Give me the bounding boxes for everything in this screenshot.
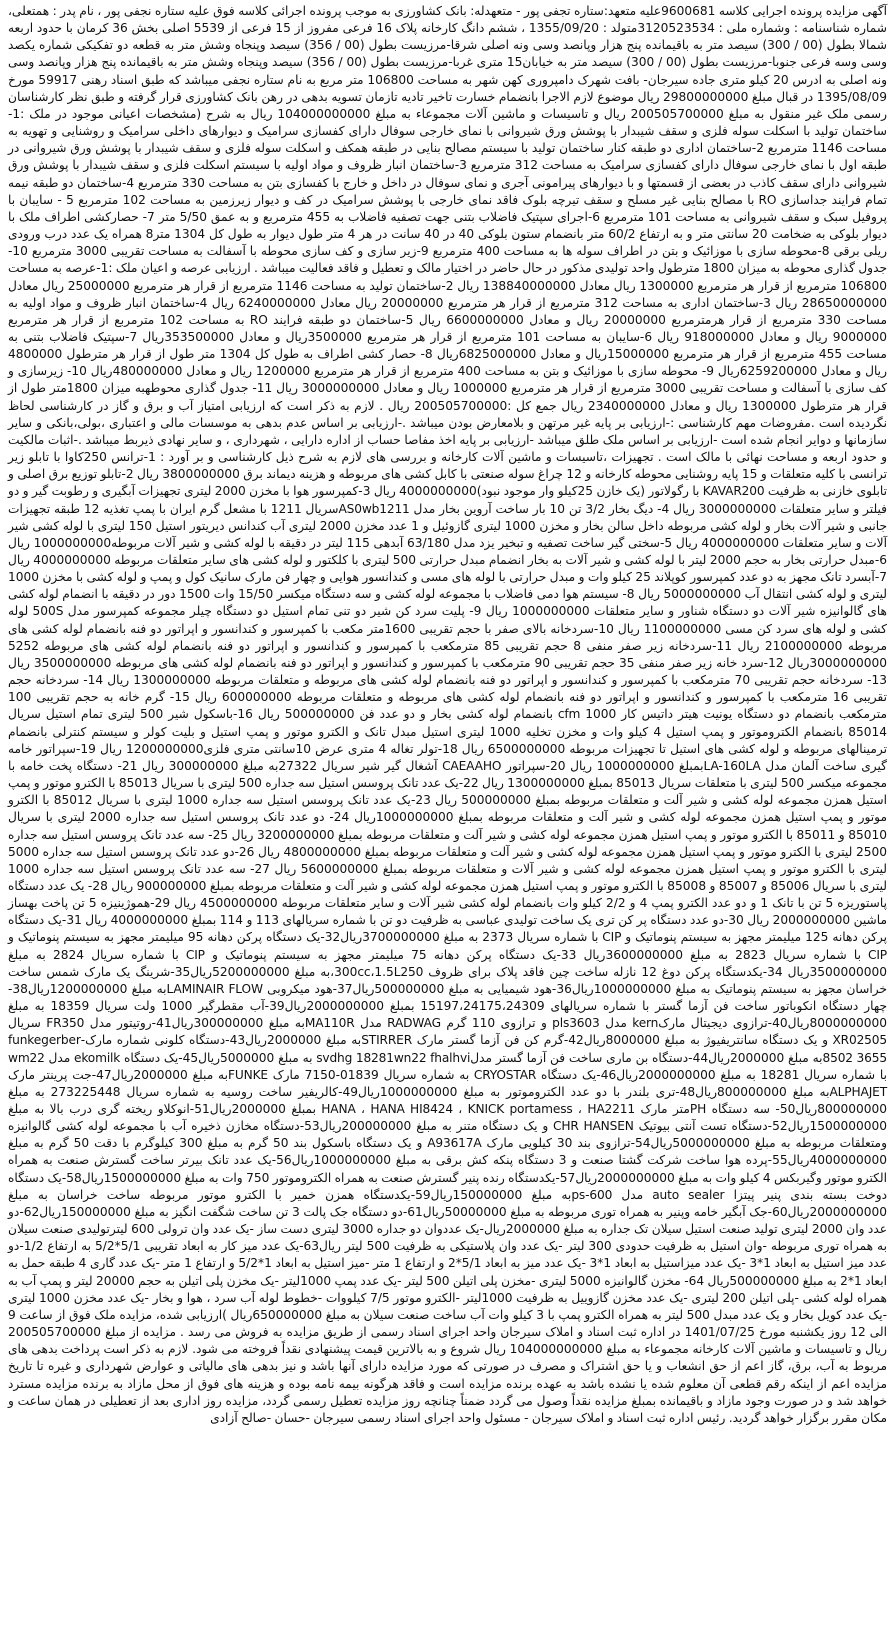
auction-notice-text: آگهی مزایده پرونده اجرایی کلاسه 9600681علیه متعهد:ستاره تجفی پور - متعهدله: بانک کشاورزی به موجب پرونده اجرائی کلاسه فوق علیه ستاره نجفی پور ، نام پدر : همتعلی، شماره شناسنامه : وشماره ملی : 3120523534متولد : 1355/09/20 ، ششم دانگ کارخانه پلاک 16 فرعی مفروز از 15 فرعی از 5539 اصلی بخش 36 کرمان با حدود اربعه شمالا بطول (00 / 300) سیصد متر به باقیمانده پنج هزار وپانصد وسی ونه اصلی شرقا-مرزیست بطول (00 / 356) سیصد وپنجاه وشش متر به قطعه دو تفکیکی شماره یکصد وسی وسه فرعی جنوبا-مرزیست بطول (00 / 300) سیصد متر به خیابان15 متری غربا-مرزیست بطول (00 / 356) سیصد وپنجاه وشش متر به باقیمانده پنج هزار وپانصد وسی ونه اصلی به ادرس 20 کیلو متری جاده سیرجان- بافت شهرک دامپروری کهن شهر به مساحت 106800 متر مربع به نام ستاره نجفی میباشد که طبق اسناد رهنی 59917 مورخ 1395/08/09 در قبال مبلغ 29800000000 ریال موضوع لازم الاجرا بانضمام خسارت تاخیر تادیه تازمان تسویه بدهی در رهن بانک کشاورزی قرار گرفته و طبق نظر کارشناسان رسمی ملک غیر منقول به مبلغ 200505700000 ریال و تاسیسات و ماشین آلات مجموعاء به مبلغ 104000000000 ریال به شرح (مشخصات اعیانی موجود در ملک :1-ساختمان تولید با اسکلت سوله فلزی و سقف شیبدار با پوشش ورق شیروانی با نمای خارجی سوفال دارای کفسازی سرامیک و دیوارهای داخلی سرامیک و روشنایی و تهویه به مساحت 1146 مترمربع 2-ساختمان اداری دو طبقه کنار ساختمان تولید با سیستم مصالح بنایی در طبقه همکف و اسکلت سوله فلزی و سقف شیبدار با پوشش ورق شیروانی در طبقه اول با نمای خارجی سوفال دارای کفسازی سرامیک به مساحت 312 مترمربع 3-ساختمان انبار ظروف و مواد اولیه با سیستم اسکلت فلزی و سقف شیبدار با پوشش ورق شیروانی دارای سقف کاذب در بعضی از قسمتها و با دیوارهای پیرامونی آجری و نمای سوفال در داخل و خارج با کفسازی بتن به مساحت 330 مترمربع 4-ساختمان دو طبقه نیمه تمام فرایند جداسازی RO با مصالح بنایی غیر مسلح و سقف تیرچه بلوک فاقد نمای خارجی با پوشش سرامیک در کف و دیوار زیرزمین به مساحت 102 مترمربع 5 - سایبان با پروفیل سبک و سقف شیروانی به مساحت 101 مترمربع 6-اجرای سپتیک فاضلاب بتنی جهت تصفیه فاضلاب به 455 مترمربع و به عمق 5/50 متر 7- حصارکشی اطراف ملک با دیوار بلوکی به ضخامت 20 سانتی متر و به ارتفاع 60/2 متر بانضمام ستون بلوکی 40 در 40 سانت در هر 4 متر طول دیوار به طول کل 1304 متر8 همراه یک عدد درب ورودی ریلی برقی 8-محوطه سازی با موزائیک و بتن در اطراف سوله ها به مساحت 400 مترمربع 9-زیر سازی و کف سازی محوطه با آسفالت به مساحت تقریبی 3000 مترمربع 10-جدول گذاری محوطه به میزان 1800 مترطول واحد تولیدی مذکور در حال حاضر در اختیار مالک و تعطیل و فاقد فعالیت میباشد . ارزیابی عرصه و اعیان ملک :1-عرصه به مساحت 106800 مترمربع از قرار هر مترمربع 1300000 ریال معادل 138840000000 ریال 2-ساختمان تولید به مساحت 1146 مترمربع از قرار هر مترمربع 25000000 ریال معادل 28650000000 ریال 3-ساختمان اداری به مساحت 312 مترمربع از قرار هر مترمربع 20000000 ریال معادل 6240000000 ریال 4-ساختمان انبار ظروف و مواد اولیه به مساحت 330 مترمربع از قرار هرمترمربع 20000000 ریال و معادل 6600000000 ریال 5-ساختمان دو طبقه فرایند RO به مساحت 102 مترمربع از قرار هر مترمربع 9000000 ریال و معادل 918000000 ریال 6-سایبان به مساحت 101 مترمربع از قرار هر مترمربع 3500000ریال و معادل 353500000ریال 7-سپتیک فاضلاب بتنی به مساحت 455 مترمربع از قرار هر مترمربع 15000000ریال و معادل 6825000000ریال 8- حصار کشی اطراف به طول کل 1304 متر طول از قرار هر مترطول 4800000 ریال و معادل 6259200000ریال 9- محوطه سازی با موزائیک و بتن به مساحت 400 مترمربع از قرار هر مترمربع 1200000 ریال و معادل 480000000ریال 10- زیرسازی و کف سازی با آسفالت و مساحت تقریبی 3000 مترمربع از قرار هر مترمربع 1000000 ریال و معادل 3000000000 ریال 11- جدول گذاری محوطهبه میزان 1800متر طول از قرار هر مترطول 1300000 ریال و معادل 2340000000 ریال جمع کل :200505700000 ریال . لازم به ذکر است که ارزیابی امتیاز آب و برق و گاز در کارشناسی لحاظ نگردیده است .مفروضات مهم کارشناسی :-ارزیابی بر پایه غیر مرتهن و بلامعارض بودن میباشد .-ارزیابی بر اساس عدم بدهی به موسسات مالی و اعتباری ،بولی،بانکی و سایر سازمانها و دوایر انجام شده است -ارزیابی بر اساس ملک طلق میباشد -ارزیابی بر پایه اخذ مفاصا حساب از اداره دارایی ، شهرداری ، و سایر نهادی ذیربط میباشد .-اثبات مالکیت و حدود اربعه و مساحت نهائی با مالک است . تجهیزات ،تاسیسات و ماشین آلات کارخانه و بررسی های لازم به شرح ذیل کارشناسی و بر آورد : 1-ترانس 250کاوا با تابلو زیر ترانسی با کلیه متعلقات و 15 پایه روشنایی محوطه کارخانه و 12 چراغ سوله صنعتی با کابل کشی های مربوطه و هزینه دیماند برق 3800000000 ریال 2-تابلو توزیع برق اصلی و تابلوی خازنی به ظرفیت KAVAR200 با رگولاتور (یک خازن 25کیلو وار موجود نبود)4000000000 ریال 3-کمپرسور هوا با مخزن 2000 لیتری تجهیزات آبگیری و رطوبت گیر و دو فیلتر و سایر متعلقات 3000000000 ریال 4- دیگ بخار 3/2 تن 10 بار ساخت آروین بخار مدل AS0wb1211سریال 1211 با مشعل گرم ایران با پمپ تغذیه 12 طبقه تجهیزات جانبی و شیر آلات بخار و لوله کشی مربوطه داخل سالن بخار و مخزن 1000 لیتری گازوئیل و 1 عدد مخزن 2000 لیتری آب کندانس دیریتور استیل 150 لیتری با لوله کشی شیر آلات و سایر متعلقات 4000000000 ریال 5-سختی گیر ساخت تصفیه و تبخیر یزد مدل 63/180 آبدهی 115 لیتر در دقیقه با لوله کشی و شیر آلات مربوطه1000000000 ریال 6-مبدل حرارتی بخار به حجم 2000 لیتر با لوله کشی و شیر آلات به بخار انضمام مبدل حرارتی 500 لیتری با کلکتور و لوله کشی های سایر متعلقات مربوطه 4000000000 ریال 7-آبسرد تانک مجهز به دو عدد کمپرسور کوپلاند 25 کیلو وات و مبدل حرارتی با لوله های مسی و کندانسور هوایی و چهار فن مارک سانیک کول و پمپ و لوله کشی با مخزن 1000 لیتری و لوله کشی انتقال آب 5000000000 ریال 8- سیستم هوا دمی فاضلاب با مجموعه لوله کشی و سه دستگاه میکسر 15/50 وات 1500 دور در دقیقه با انضمام لوله کشی های گالوانیزه شیر آلات دو دستگاه شناور و سایر متعلقات 1000000000 ریال 9- پلیت سرد کن شیر دو تنی تمام استیل دو دستگاه چیلر مجموعه کمپرسور مدل 500S لوله کشی و لوله های سرد کن مسی 1100000000 ریال 10-سردخانه بالای صفر با حجم تقریبی 1600متر مکعب با کمپرسور و کندانسور و اپراتور دو فنه بانضمام لوله کشی های مربوطه 2100000000 ریال 11-سردخانه زیر صفر منفی 8 حجم تقریبی 85 مترمکعب با کمپرسور و کندانسور و اپراتور دو فنه بانضمام لوله کشی های مربوطه 5252 3000000000ریال 12-سرد خانه زیر صفر منفی 35 حجم تقریبی 90 مترمکعب با کمپرسور و کندانسور و اپراتور دو فنه بانضمام لوله کشی های مربوطه 3500000000 ریال 13- سردخانه حجم تقریبی 70 مترمکعب با کمپرسور و کندانسور و اپراتور دو فنه بانضمام لوله کشی های مربوطه و متعلقات مربوطه 1300000000 ریال 14- سردخانه حجم تقریبی 16 مترمکعب با کمپرسور و کندانسور و اپراتور دو فنه بانضمام لوله کشی های مربوطه و متعلقات مربوطه 600000000 ریال 15- گرم خانه به حجم تقریبی 100 مترمکعب بانضمام دو دستگاه یونیت هیتر داتیس کار 1000 cfm بانضمام لوله کشی بخار و دو عدد فن 500000000 ریال 16-باسکول شیر 500 لیتری تمام استیل سریال 85014 بانضمام الکتروموتور و پمپ استیل 4 کیلو وات و مخزن تخلیه 1000 لیتری استیل مبدل تانک و الکترو موتور و پمپ استیل و بلیت کولر و سیستم کنترلی بانضمام ترمینالهای مربوطه و لوله کشی های استیل تا تجهیزات مربوطه 6500000000 ریال 18-تولر تغاله 4 متری عرض 10سانتی متری فلزی1200000000 ریال 19-سپراتور خامه گیری ساخت آلمان مدل LA-160LAبمبلغ 1000000000 ریال 20-سپراتور CAEAAHO آشغال گیر شیر سریال 27322به مبلغ 300000000 ریال 21- دستگاه پخت خامه با مجموعه میکسر 500 لیتری با متعلقات سریال 85013 بمبلغ 1300000000 ریال 22-یک عدد تانک پروسس استیل سه جداره 500 لیتری با سریال 85013 با الکترو موتور و پمپ استیل همزن مجموعه لوله کشی و شیر آلت و متعلقات مربوطه بمبلغ 500000000 ریال 23-یک عدد تانک پروسس استیل سه جداره 1000 لیتری با سریال 85012 با الکترو موتور و پمپ استیل همزن مجموعه لوله کشی و شیر آلت و متعلقات مربوطه بمبلغ 1000000000ریال 24- دو عدد تانک پروسس استیل سه جداره 2000 لیتری با سریال 85010 و 85011 با الکترو موتور و پمپ استیل همزن مجموعه لوله کشی و شیر آلت و متعلقات مربوطه بمبلغ 3200000000 ریال 25- سه عدد تانک پروسس استیل سه جداره 2500 لیتری با الکترو موتور و پمپ استیل همزن مجموعه لوله کشی و شیر آلت و متعلقات مربوطه بمبلغ 4800000000 ریال 26-دو عدد تانک پروسس استیل سه جداره 5000 لیتری با الکترو موتور و پمپ استیل همزن مجموعه لوله کشی و شیر آلات و متعلقات مربوطه بمبلغ 5600000000 ریال 27- سه عدد تانک پروسس استیل سه جداره 1000 لیتری با سریال 85006 و 85007 و 85008 با الکترو موتور و پمپ استیل همزن مجموعه لوله کشی و شیر آلت و متعلقات مربوطه بمبلغ 900000000 ریال 28- یک عدد دستگاه پاستوریزه 5 تن با تانک 1 و دو عدد الکترو پمپ 4 و 2/2 کیلو وات بانضمام لوله کشی شیر آلات و سایر متعلقات مربوطه 4500000000 ریال 29-هموژینیزه 5 تن پاخت بهساز ماشین 2000000000 ریال 30-دو عدد دستگاه پر کن تری یک ساخت تولیدی عباسی به ظرفیت دو تن با شماره سریالهای 113 و 114 بمبلغ 4000000000 ریال 31-یک دستگاه پرکن دهانه 125 میلیمتر مجهز به سیستم پنوماتیک و CIP با شماره سریال 2373 به مبلغ 3700000000ریال32-یک دستگاه پرکن دهانه 95 میلیمتر مجهز به سیستم پنوماتیک و CIP با شماره سریال 2823 به مبلغ 3600000000ریال 33-یک دستگاه پرکن دهانه 75 میلیمتر مجهز به سیستم پنوماتیک و CIP با شماره سریال 2824 به مبلغ 3500000000ریال 34-یکدستگاه پرکن دوغ 12 نازله ساخت چین فاقد پلاک برای ظروف 300cc،1.5L250،به مبلغ 5200000000ریال35-شرینگ یک مارک شمس ساخت خراسان مجهز به سیستم پنوماتیک به مبلغ 1000000000ریال36-هود شیمیایی به مبلغ 500000000ریال37-هود میکروبی LAMINAIR FLOWبه مبلغ 1200000000ریال38-چهار دستگاه انکوباتور ساخت فن آزما گستر با شماره سریالهای 15197،24175،24309 بمبلغ 2000000000ریال39-آب مقطرگیر 1000 ولت سریال 18359 به مبلغ 8000000000ریال40-ترازوی دیجیتال مارکkern مدل pls3603 و ترازوی 110 گرم RADWAG مدل MA110Rبه مبلغ 300000000ریال41-روتیتور مدل FR350 سریال XR02505 و یک دستگاه سانتریفیوژ به مبلغ 8000000ریال42-گرم کن فن آزما گستر مارک STIRRERبه مبلغ 2000000ریال43-دستگاه کلونی شماره مارک-funkegerber 8502 3655به مبلغ 2000000ریال44-دستگاه بن ماری ساخت فن آزما گستر مدلsvdhg 18281wn22 fhalhvi به مبلغ 5000000ریال45-یک دستگاه ekomilk مدل wm22 با شماره سریال 18281 به مبلغ 2000000000ریال46-یک دستگاه CRYOSTAR به شماره سریال 01839-7150 مارک FUNKEبه مبلغ 2000000ریال47-جت پرینتر مارک ALPHAJETبه مبلغ 800000000ریال48-تری بلندر با دو عدد الکتروموتور به مبلغ 1000000000ریال49-کالریفیر ساخت روسیه به شماره سریال 273225448 به مبلغ 800000000ریال50- سه دستگاه PHمتر مارک HANA ، HANA HI8424 ، KNICK portamess ، HA2211 بمبلغ 2000000ریال51-انوکلاو ریخته گری درب بالا به مبلغ 1500000000ریال52-دستگاه تست آنتی بیوتیک CHR HANSEN و یک دستگاه متنر به مبلغ 200000000ریال53-دستگاه مخازن ذخیره آب با مجموعه لوله کشی گالوانیزه ومتعلقات مربوطه به مبلغ 5000000000ریال54-ترازوی بند 30 کیلویی مارک A93617A و یک دستگاه باسکول بند 50 گرم به مبلغ 300 کیلوگرم با دقت 50 گرم به مبلغ 4000000000ریال55-پرده هوا ساخت شرکت گشتا صنعت و 3 دستگاه پنکه کش برقی به مبلغ 1000000000ریال56-یک عدد تانک بیرتر ساخت گسترش صنعت به همراه الکترو موتور وگیربکس 4 کیلو وات به مبلغ 2000000000ریال57-یکدستگاه رنده پنیر گسترش صنعت به همراه الکتروموتور 750 وات به مبلغ 1500000000ریال58-یک دستگاه دوخت بسته بندی پنیر پیتزا auto sealer مدل ps-600به مبلغ 150000000ریال59-یکدستگاه همزن خمیر با الکترو موتور مربوطه ساخت خراسان به مبلغ 2000000000ریال60-جک آبگیر خامه وپنیر به همراه توری مربوطه به مبلغ 50000000ریال61-دو دستگاه جک پالت 3 تن ساخت شگفت انگیز به مبلغ 150000000ریال62-دو عدد وان 2000 لیتری تولید صنعت استیل سیلان تک جداره به مبلغ 2000000ریال-یک عددوان دو جداره 3000 لیتری دست ساز -یک عدد وان ترولی 600 لیترتولیدی صنعت سیلان به همراه توری مربوطه -وان استیل به ظرفیت حدودی 300 لیتر -یک عدد وان پلاستیکی به ظرفیت 500 لیتر ریال63-یک عدد میز کار به ابعاد تقریبی 5/1*5/2 به ارتفاع 1/2-دو عدد میز استیل به ابعاد 1*3 -یک عدد میزاستیل به ابعاد 1*3 -یک عدد میز به ابعاد 5/1*2 و ارتفاع 1 متر -میز استیل به ابعاد 1*5/2 و ارتفاع 1 متر -یک عدد گاری 4 طبقه حمل به ابعاد 1*2 به مبلغ 500000000ریال 64- مخزن گالوانیزه 5000 لیتری -مخزن پلی اتیلن 500 لیتر -یک عدد پمپ 1000لیتر -یک مخزن پلی اتیلن به حجم 20000 لیتر و پمپ آب به همراه لوله کشی -پلی اتیلن 200 لیتری -یک عدد مخزن گازوییل به ظرفیت 1000لیتر -الکترو موتور 7/5 کیلووات -خطوط لوله آب سرد ، هوا و بخار -یک عدد مخزن 1000 لیتری -یک عدد کویل بخار و یک عدد مبدل 500 لیتر به همراه الکترو پمپ با 3 کیلو وات آب ساخت صنعت سیلان به مبلغ 650000000ریال )ارزیابی شده، مزایده ملک فوق از ساعت 9 الی 12 روز یکشنبه مورخ 1401/07/25 در اداره ثبت اسناد و املاک سیرجان واحد اجرای اسناد رسمی از طریق مزایده به فروش می رسد . مزایده از مبلغ 200505700000 ریال و تاسیسات و ماشین آلات کارخانه مجموعاء به مبلغ 104000000000 ریال شروع و به بالاترین قیمت پیشنهادی نقداً فروخته می شود. لازم به ذکر است پرداخت بدهی های مربوط به آب، برق، گاز اعم از حق انشعاب و یا حق اشتراک و مصرف در صورتی که مورد مزایده دارای آنها باشد و نیز بدهی های مالیاتی و عوارض شهرداری و غیره تا تاریخ مزایده اعم از اینکه رقم قطعی آن معلوم شده یا نشده باشد به عهده برنده مزایده است و فاقد هرگونه بیمه نامه بوده و هزینه های فوق از محل مازاد به برنده مزایده مسترد خواهد شد و در صورت وجود مازاد و باقیمانده بمبلغ مزایده نقداً وصول می گردد ضمناً چنانچه روز مزایده تعطیل رسمی گردد، مزایده روز اداری بعد از تعطیلی در همان ساعت و مکان مقرر برگزار خواهد گردید. رئیس اداره ثبت اسناد و املاک سیرجان - مسئول واحد اجرای اسناد رسمی سیرجان -حسان -صالح آزادی: [8, 4, 888, 1425]
